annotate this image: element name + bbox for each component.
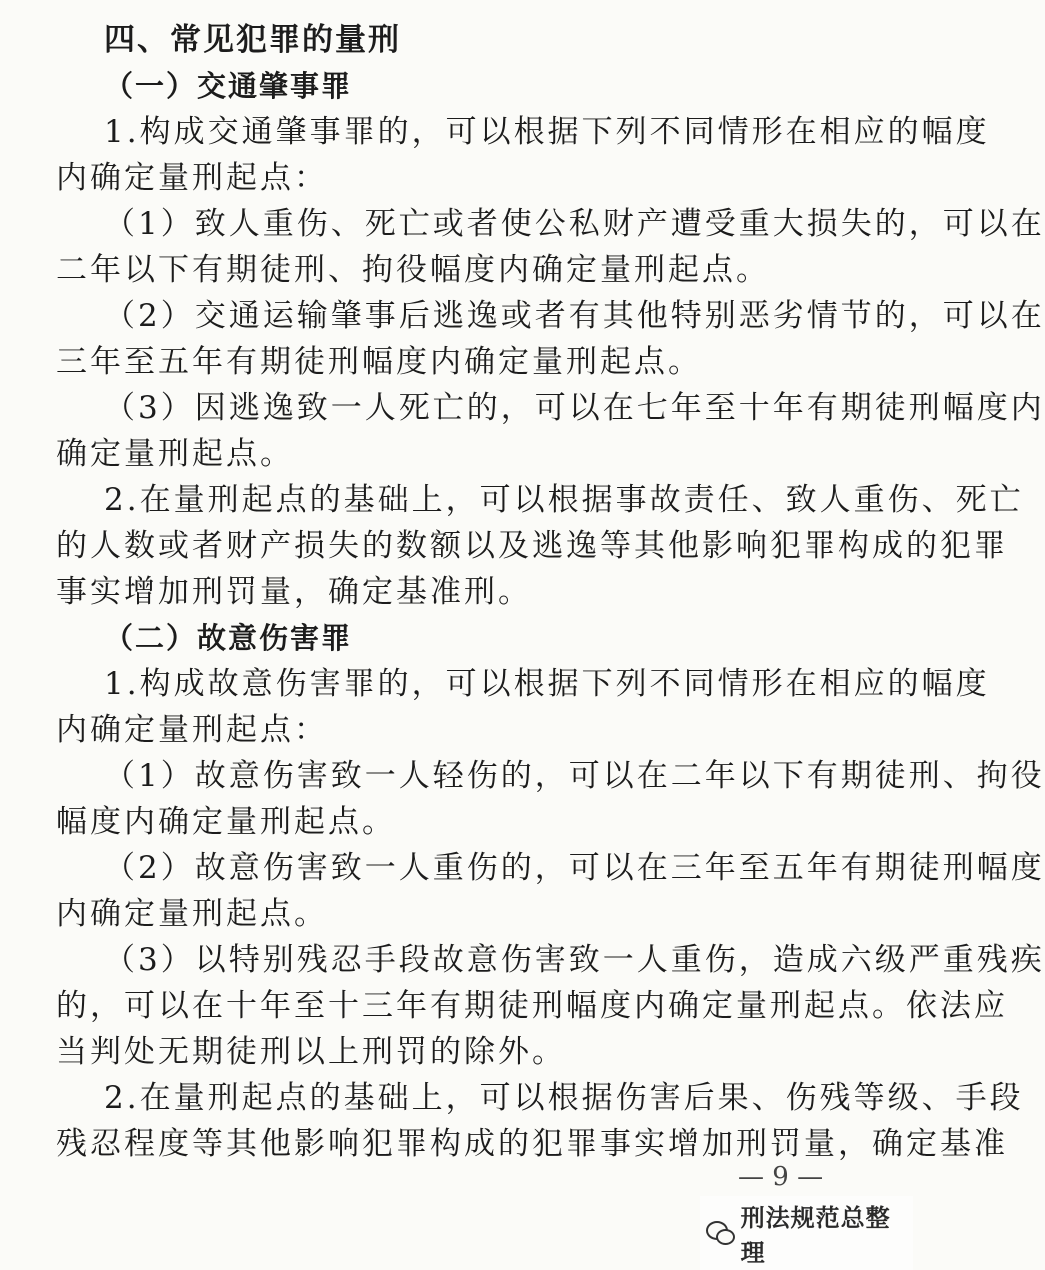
watermark-text: 刑法规范总整理 (740, 1204, 891, 1267)
section-heading: 四、常见犯罪的量刑 (104, 22, 401, 58)
paragraph-line: 2.在量刑起点的基础上，可以根据伤害后果、伤残等级、手段 (104, 1080, 1024, 1116)
paragraph-line: 残忍程度等其他影响犯罪构成的犯罪事实增加刑罚量，确定基准 (56, 1126, 1008, 1162)
paragraph-line: 1.构成交通肇事罪的，可以根据下列不同情形在相应的幅度 (104, 114, 990, 150)
subsection-heading: （二）故意伤害罪 (104, 621, 353, 655)
paragraph-line: 内确定量刑起点： (56, 712, 328, 748)
paragraph-line: （1）致人重伤、死亡或者使公私财产遭受重大损失的，可以在 (104, 206, 1045, 242)
paragraph-line: 1.构成故意伤害罪的，可以根据下列不同情形在相应的幅度 (104, 666, 990, 702)
paragraph-line: （3）以特别残忍手段故意伤害致一人重伤，造成六级严重残疾 (104, 942, 1045, 978)
paragraph-line: 事实增加刑罚量，确定基准刑。 (56, 574, 532, 610)
paragraph-line: （1）故意伤害致一人轻伤的，可以在二年以下有期徒刑、拘役 (104, 758, 1045, 794)
paragraph-line: （2）交通运输肇事后逃逸或者有其他特别恶劣情节的，可以在 (104, 298, 1045, 334)
page-number: — 9 — (738, 1162, 824, 1192)
paragraph-line: 三年至五年有期徒刑幅度内确定量刑起点。 (56, 344, 702, 380)
paragraph-line: （3）因逃逸致一人死亡的，可以在七年至十年有期徒刑幅度内 (104, 390, 1045, 426)
paragraph-line: 内确定量刑起点。 (56, 896, 328, 932)
paragraph-line: 确定量刑起点。 (56, 436, 294, 472)
paragraph-line: 当判处无期徒刑以上刑罚的除外。 (56, 1034, 566, 1070)
paragraph-line: 的人数或者财产损失的数额以及逃逸等其他影响犯罪构成的犯罪 (56, 528, 1008, 564)
paragraph-line: 内确定量刑起点： (56, 160, 328, 196)
paragraph-line: 幅度内确定量刑起点。 (56, 804, 396, 840)
paragraph-line: （2）故意伤害致一人重伤的，可以在三年至五年有期徒刑幅度 (104, 850, 1045, 886)
paragraph-line: 2.在量刑起点的基础上，可以根据事故责任、致人重伤、死亡 (104, 482, 1024, 518)
subsection-heading: （一）交通肇事罪 (104, 69, 353, 103)
paragraph-line: 二年以下有期徒刑、拘役幅度内确定量刑起点。 (56, 252, 770, 288)
watermark (700, 1196, 913, 1270)
wechat-icon (706, 1221, 733, 1245)
paragraph-line: 的，可以在十年至十三年有期徒刑幅度内确定量刑起点。依法应 (56, 988, 1008, 1024)
